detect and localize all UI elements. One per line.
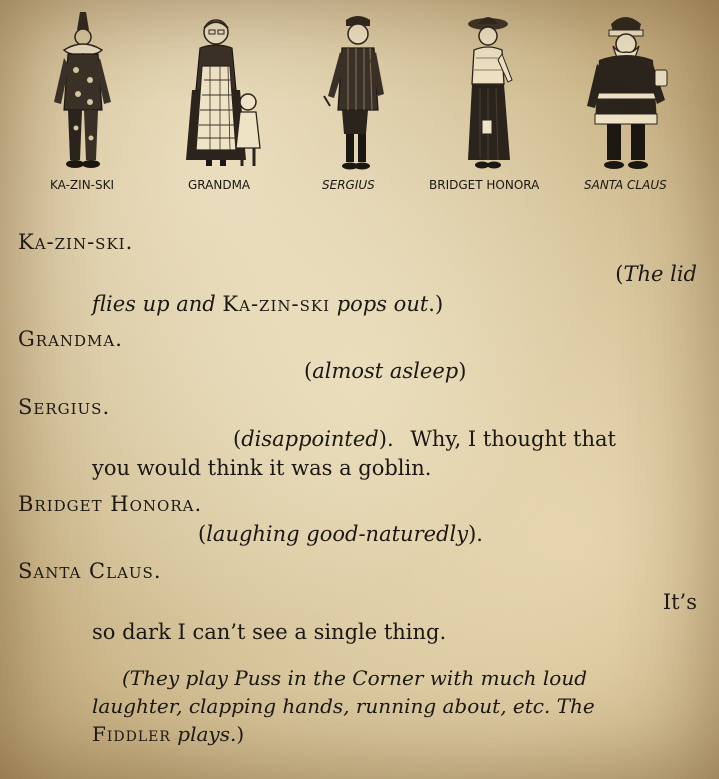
speaker-sergius: Sergius. — [18, 395, 111, 419]
paren-open: ( — [198, 522, 207, 546]
character-name: Ka-zin-ski — [222, 292, 331, 316]
santa-line-2: so dark I can’t see a single thing. — [92, 620, 447, 644]
paren-close: .) — [428, 292, 444, 316]
girl-figure-icon — [460, 10, 520, 175]
stage-direction-text: laughing good-naturedly — [206, 522, 469, 546]
caption-sergius: SERGIUS — [322, 178, 375, 192]
caption-grandma: GRANDMA — [188, 178, 251, 192]
grandma-figure-icon — [182, 10, 267, 175]
speaker-grandma: Grandma. — [18, 327, 123, 351]
kazinski-figure — [50, 10, 115, 175]
stage-direction-text: flies up and — [92, 292, 216, 316]
caption-kazinski: KA-ZIN-SKI — [50, 178, 115, 192]
paren-open: ( — [615, 262, 624, 286]
santa-figure-icon — [585, 10, 670, 175]
paren-open: ( — [304, 359, 313, 383]
paren-close: ). — [378, 427, 394, 451]
character-name: Fiddler — [92, 722, 171, 746]
stage-direction-grandma — [304, 357, 466, 385]
stage-direction-bridget — [198, 520, 483, 548]
final-stage-direction-3 — [92, 720, 244, 748]
stage-direction-lid-2 — [92, 290, 443, 318]
bridget-figure — [460, 10, 520, 175]
dialogue-text: Why, I thought that — [410, 427, 616, 451]
speaker-kazinski: Ka-zin-ski. — [18, 230, 134, 254]
speaker-santa-claus: Santa Claus. — [18, 559, 162, 583]
sergius-line-1 — [233, 425, 616, 453]
sergius-line-2: you would think it was a goblin. — [92, 456, 432, 480]
paren-open: ( — [233, 427, 242, 451]
final-stage-direction-2: laughter, clapping hands, running about, etc. The — [92, 694, 595, 718]
stage-direction-text: The lid — [623, 262, 697, 286]
grandma-figure — [182, 10, 267, 175]
caption-bridget-honora: BRIDGET HONORA — [429, 178, 540, 192]
santa-line-1: It’s — [662, 590, 697, 614]
stage-direction-text: pops out — [336, 292, 429, 316]
stage-direction-lid-1 — [615, 260, 697, 288]
caption-santa-claus: SANTA CLAUS — [584, 178, 667, 192]
paren-close: ) — [236, 722, 245, 746]
boy-figure-icon — [320, 10, 390, 175]
speaker-bridget-honora: Bridget Honora. — [18, 492, 203, 516]
clown-figure-icon — [50, 10, 115, 175]
stage-direction-text: almost asleep — [312, 359, 459, 383]
stage-direction-text: disappointed — [241, 427, 379, 451]
santa-figure — [585, 10, 670, 175]
sergius-figure — [320, 10, 390, 175]
final-stage-direction-1: (They play Puss in the Corner with much loud — [122, 666, 587, 690]
paren-close: ) — [458, 359, 467, 383]
stage-direction-text: plays. — [177, 722, 237, 746]
paren-close: ). — [468, 522, 483, 546]
